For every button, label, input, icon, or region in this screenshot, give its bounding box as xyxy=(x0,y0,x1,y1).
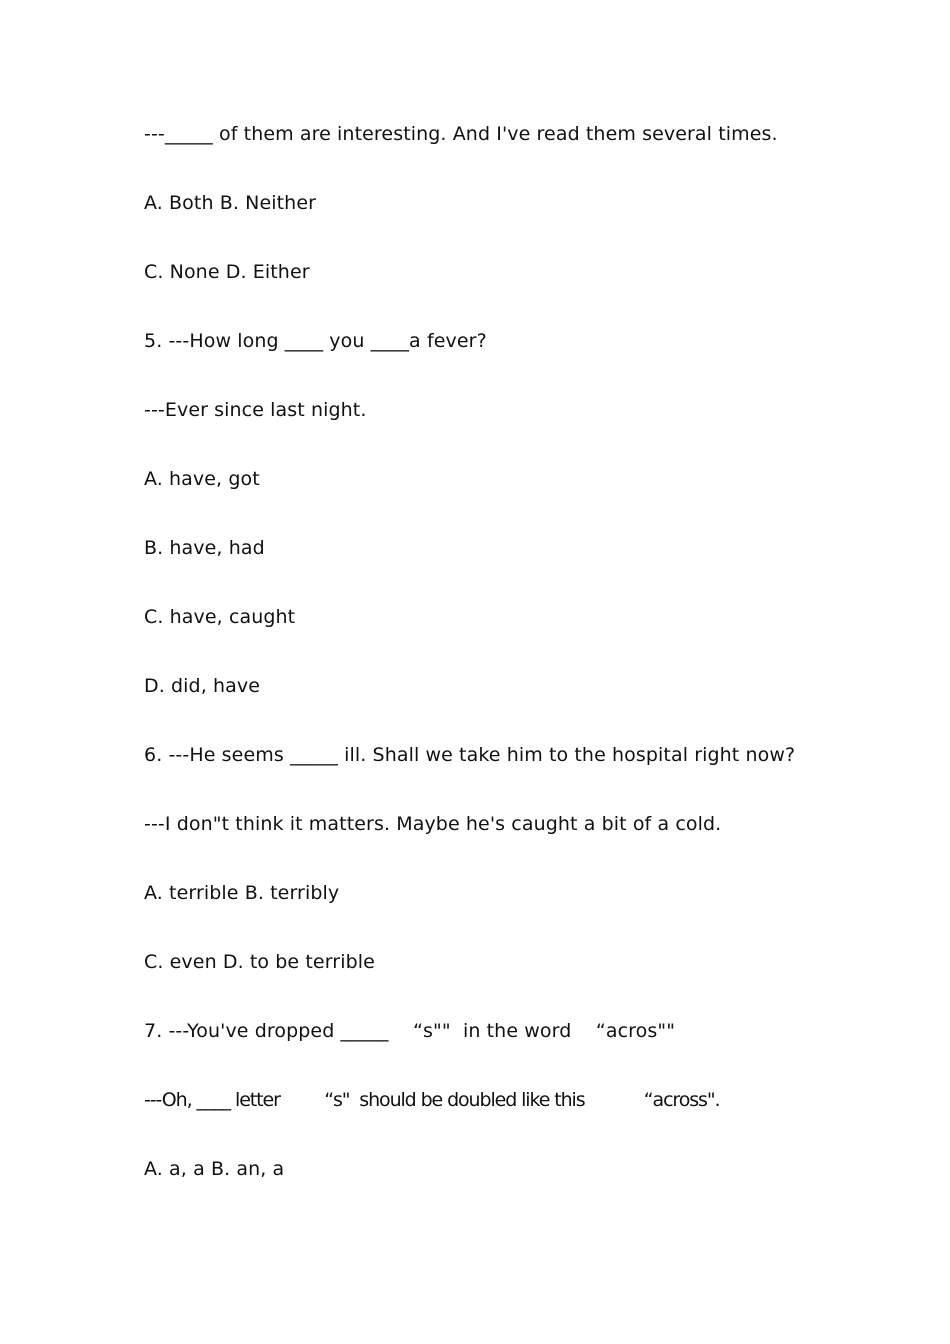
question-5-prompt: 5. ---How long ____ you ____a fever? xyxy=(144,330,487,352)
question-6-reply: ---I don"t think it matters. Maybe he's caught a bit of a cold. xyxy=(144,813,722,835)
question-7-reply: ---Oh, ____ letter “s" should be doubled like this “across". xyxy=(144,1089,720,1111)
question-4-answer-line: ---_____ of them are interesting. And I've read them several times. xyxy=(144,123,778,145)
question-4-options-cd: C. None D. Either xyxy=(144,261,310,283)
question-5-option-a: A. have, got xyxy=(144,468,260,490)
question-6-options-cd: C. even D. to be terrible xyxy=(144,951,375,973)
question-5-option-b: B. have, had xyxy=(144,537,265,559)
question-4-options-ab: A. Both B. Neither xyxy=(144,192,317,214)
question-6-options-ab: A. terrible B. terribly xyxy=(144,882,340,904)
question-5-reply: ---Ever since last night. xyxy=(144,399,367,421)
question-7-prompt: 7. ---You've dropped _____ “s"" in the word “acros"" xyxy=(144,1020,676,1042)
question-7-options-ab: A. a, a B. an, a xyxy=(144,1158,285,1180)
question-5-option-c: C. have, caught xyxy=(144,606,296,628)
question-5-option-d: D. did, have xyxy=(144,675,261,697)
question-6-prompt: 6. ---He seems _____ ill. Shall we take him to the hospital right now? xyxy=(144,744,796,766)
